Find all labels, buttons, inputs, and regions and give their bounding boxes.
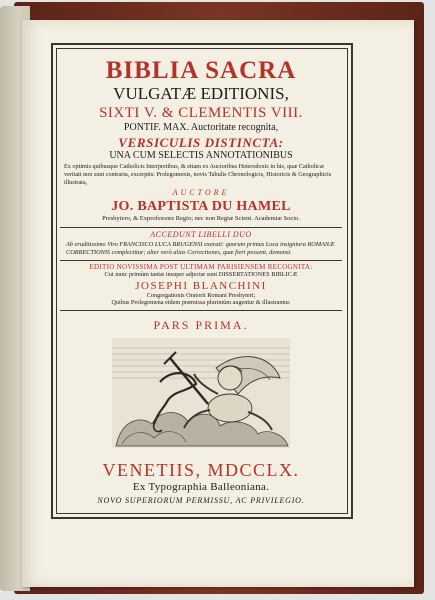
book-title: BIBLIA SACRA <box>105 57 297 84</box>
congregation-line: Congregationis Oratorii Romani Presbyteri; <box>146 291 256 299</box>
blanchini-name: JOSEPHI BLANCHINI <box>135 279 267 292</box>
editio-line: EDITIO NOVISSIMA POST ULTIMAM PARISIENSEM RECOGNITA: <box>89 263 313 272</box>
versiculis-line: VERSICULIS DISTINCTA: <box>118 135 284 150</box>
author-role: Presbytero, & Exprofessore Regio; nec non Regiæ Scient. Academiæ Socio. <box>102 215 300 223</box>
author-name: JO. BAPTISTA DU HAMEL <box>111 199 291 215</box>
quibus-line: Quibus Prolegomena eidem præmissa plurimùm augentur & illustrantur. <box>111 298 291 306</box>
accedunt-line: ACCEDUNT LIBELLI DUO <box>150 229 252 239</box>
pontif-line: PONTIF. MAX. Auctoritate recognita, <box>123 122 279 133</box>
privilege-line: NOVO SUPERIORUM PERMISSU, AC PRIVILEGIO. <box>97 496 305 506</box>
title-page-content <box>60 50 342 505</box>
libelli-paragraph: Ab eruditissimo Viro FRANCISCO LUCA BRUGENSI exarati: quorum primus Loca insigniora ROMANÆ CORRECTIONIS complectitur; alter verò alias Correctiones, quæ fieri possent, demonst. <box>66 240 335 256</box>
divider-rule <box>60 310 342 311</box>
cui-nunc-line: Cui nunc primùm tantæ insuper adjectæ sunt DISSERTATIONES BIBLICÆ <box>104 271 298 279</box>
pars-prima: PARS PRIMA. <box>153 318 249 333</box>
optimis-paragraph: Ex optimis quibusque Catholicis Interpretibus, & etiam ex Auctoribus Heterodoxis in his, quæ Catholicæ veritati non sunt contraria, excerptis: Prolegomenis, novis Tabulis Chronologicis, Historicis & Geographicis illustrata, <box>64 163 332 186</box>
divider-rule <box>60 227 342 228</box>
auctore-label: AUCTORE <box>172 188 230 198</box>
una-cum-line: UNA CUM SELECTIS ANNOTATIONIBUS <box>109 150 293 161</box>
cherub-engraving-image <box>112 338 290 448</box>
place-and-date: VENETIIS, MDCCLX. <box>102 460 300 481</box>
printer-line: Ex Typographia Balleoniana. <box>132 481 270 494</box>
divider-rule <box>60 260 342 261</box>
popes-line: SIXTI V. & CLEMENTIS VIII. <box>99 105 303 121</box>
book-subtitle: VULGATÆ EDITIONIS, <box>113 84 289 103</box>
